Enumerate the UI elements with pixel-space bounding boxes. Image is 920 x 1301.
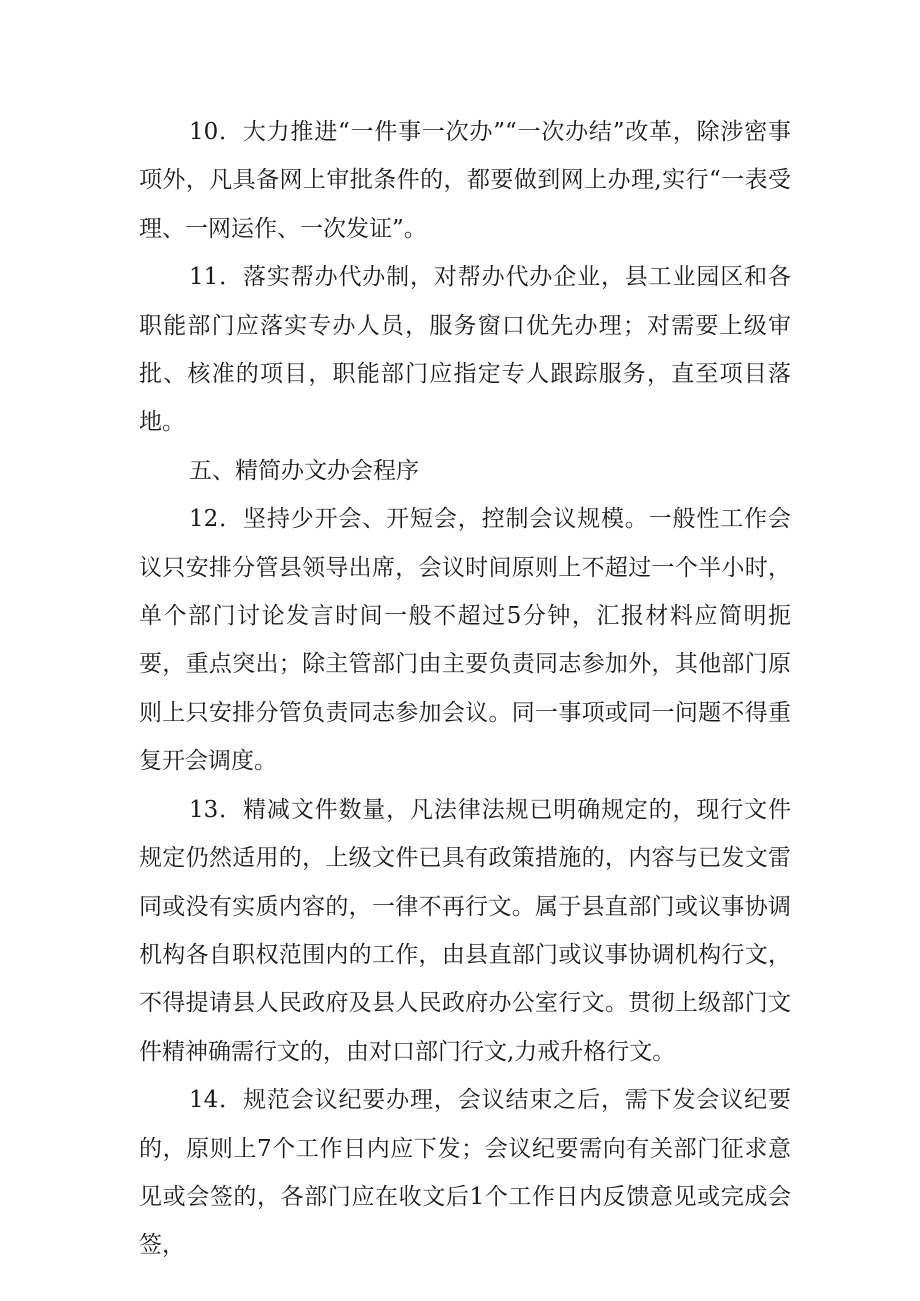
document-body <box>139 108 791 1270</box>
paragraph-item-12: 12．坚持少开会、开短会，控制会议规模。一般性工作会议只安排分管县领导出席，会议时间原则上不超过一个半小时，单个部门讨论发言时间一般不超过5分钟，汇报材料应简明扼要，重点突出；除主管部门由主要负责同志参加外，其他部门原则上只安排分管负责同志参加会议。同一事项或同一问题不得重复开会调度。 <box>139 506 791 775</box>
paragraph-item-13: 13．精减文件数量，凡法律法规已明确规定的，现行文件规定仍然适用的，上级文件已具有政策措施的，内容与已发文雷同或没有实质内容的，一律不再行文。属于县直部门或议事协调机构各自职权范围内的工作，由县直部门或议事协调机构行文，不得提请县人民政府及县人民政府办公室行文。贯彻上级部门文件精神确需行文的，由对口部门行文,力戒升格行文。 <box>139 796 791 1065</box>
section-heading: 五、精简办文办会程序 <box>189 457 419 484</box>
paragraph-item-10: 10．大力推进“一件事一次办”“一次办结”改革，除涉密事项外，凡具备网上审批条件的，都要做到网上办理,实行“一表受理、一网运作、一次发证”。 <box>139 119 791 242</box>
paragraph-item-14: 14．规范会议纪要办理，会议结束之后，需下发会议纪要的，原则上7个工作日内应下发；会议纪要需向有关部门征求意见或会签的，各部门应在收文后1个工作日内反馈意见或完成会签， <box>139 1087 791 1259</box>
paragraph-item-11: 11．落实帮办代办制，对帮办代办企业，县工业园区和各职能部门应落实专办人员，服务窗口优先办理；对需要上级审批、核准的项目，职能部门应指定专人跟踪服务，直至项目落地。 <box>139 264 791 436</box>
